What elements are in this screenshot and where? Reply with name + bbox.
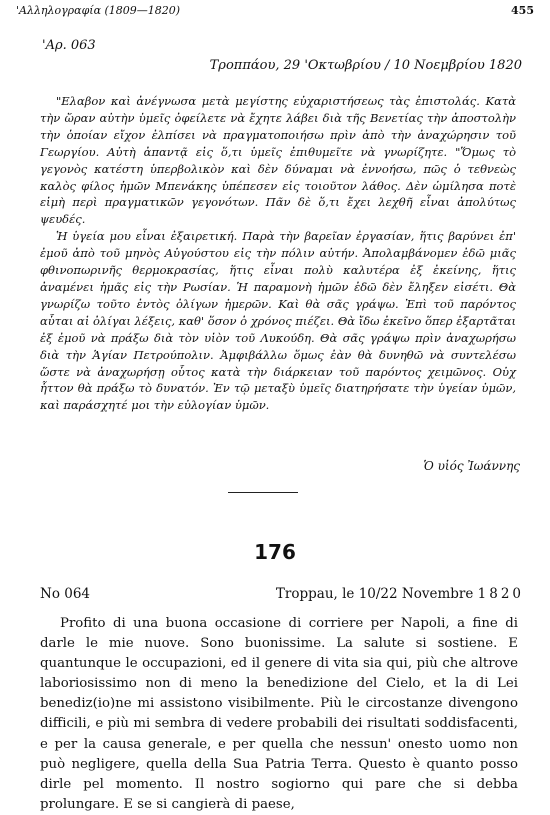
letter-063-dateline: Τροππάου, 29 'Οκτωβρίου / 10 Νοεμβρίου 1820: [209, 58, 522, 73]
letter-063-signature: Ὁ υἱός Ἰωάννης: [423, 459, 520, 473]
letter-064-dateline-year: 1820: [477, 586, 524, 602]
letter-064-body: [40, 614, 518, 815]
letter-064-paragraph: Profito di una buona occasione di corriere per Napoli, a fine di darle le mie nuove. Sono buonissime. La salute si sostiene. E quantunque le occupazioni, ed il genere di vita sia qui, più che altrove laboriosissimo non di meno la benedizione del Cielo, et la di Lei benediz(io)ne mi assistono visibilmente. Più le circostanze divengono difficili, e più mi sembra di vedere probabili dei risultati soddisfacenti, e per la causa generale, e per quella che nessun' onesto uomo non può negligere, quella della Sua Patria Terra. Questo è quanto posso dirle pel momento. Il nostro sogiorno qui pare che si debba prolungare. E se si cangierà di paese,: [40, 616, 518, 812]
section-number: 176: [254, 540, 296, 564]
running-header: [16, 4, 534, 20]
running-title: 'Αλληλογραφία (1809—1820): [16, 4, 181, 17]
section-divider: [228, 492, 298, 493]
letter-063-number: 'Αρ. 063: [42, 38, 96, 53]
letter-064-dateline: [276, 586, 524, 602]
letter-064-number: No 064: [40, 586, 90, 602]
letter-063-paragraph: Ἡ ὑγεία μου εἶναι ἐξαιρετική. Παρὰ τὴν βαρεῖαν ἐργασίαν, ἥτις βαρύνει ἐπ' ἐμοῦ ἀπὸ τοῦ μηνὸς Αὐγούστου εἰς τὴν πόλιν αὐτήν. Ἀπολαμβάνομεν ἐδῶ μιᾶς φθινοπωρινῆς θερμοκρασίας, ἥτις εἶναι πολὺ καλυτέρα ἐξ ἐκείνης, ἥτις ἀναμένει ἡμᾶς εἰς τὴν Ρωσίαν. Ἡ παραμονὴ ἡμῶν ἐδῶ δὲν ἔληξεν εἰσέτι. Θὰ γνωρίζω τοῦτο ἐντὸς ὀλίγων ἡμερῶν. Καὶ θὰ σᾶς γράψω. Ἐπὶ τοῦ παρόντος αὗται αἱ ὀλίγαι λέξεις, καθ' ὅσον ὁ χρόνος πιέζει. Θὰ ἴδω ἐκεῖνο ὅπερ ἐξαρτᾶται ἐξ ἐμοῦ νὰ πράξω διὰ τὸν υἱὸν τοῦ Λυκούδη. Θὰ σᾶς γράψω πρὶν ἀναχωρήσω διὰ τὴν Ἁγίαν Πετρούπολιν. Ἀμφιβάλλω ὅμως ἐὰν θὰ δυνηθῶ νὰ συντελέσω ὥστε νὰ ἀναχωρήσῃ οὗτος κατὰ τὴν διάρκειαν τοῦ παρόντος χειμῶνος. Οὐχ ἧττον θὰ πράξω τὸ δυνατόν. Ἐν τῷ μεταξὺ ὑμεῖς διατηρήσατε τὴν ὑγείαν ὑμῶν, καὶ παράσχητέ μοι τὴν εὐλογίαν ὑμῶν.: [40, 229, 516, 413]
page-number: 455: [511, 4, 534, 17]
letter-063-body: [40, 93, 516, 414]
letter-063-paragraph: "Ελαβον καὶ ἀνέγνωσα μετὰ μεγίστης εὐχαριστήσεως τὰς ἐπιστολάς. Κατὰ τὴν ὥραν αὐτὴν ὑμεῖς ὀφείλετε νὰ ἔχητε λάβει διὰ τῆς Βενετίας τὴν ἀποστολὴν τὴν ὁποίαν εἴχον ἐλπίσει νὰ πραγματοποιήσω πρὶν ἀπὸ τὴν ἀναχώρησιν τοῦ Γεωργίου. Αὐτὴ ἀπαντᾷ εἰς ὅ,τι ὑμεῖς ἐπιθυμεῖτε νὰ γνωρίζητε. "Ὅμως τὸ γεγονὸς κατέστη ὑπερβολικὸν καὶ δὲν δύναμαι νὰ ἐννοήσω, πῶς ὁ τεθνεὼς καλὸς φίλος ἡμῶν Μπενάκης ὑπέπεσεν εἰς τοιοῦτον λάθος. Δὲν ὡμίλησα ποτὲ εἰμὴ περὶ πραγματικῶν γεγονότων. Πᾶν δὲ ὅ,τι ἔχει λεχθῆ εἶναι ἀπολύτως ψευδές.: [40, 94, 516, 227]
letter-064-dateline-place: Troppau, le 10/22 Novembre: [275, 586, 474, 602]
